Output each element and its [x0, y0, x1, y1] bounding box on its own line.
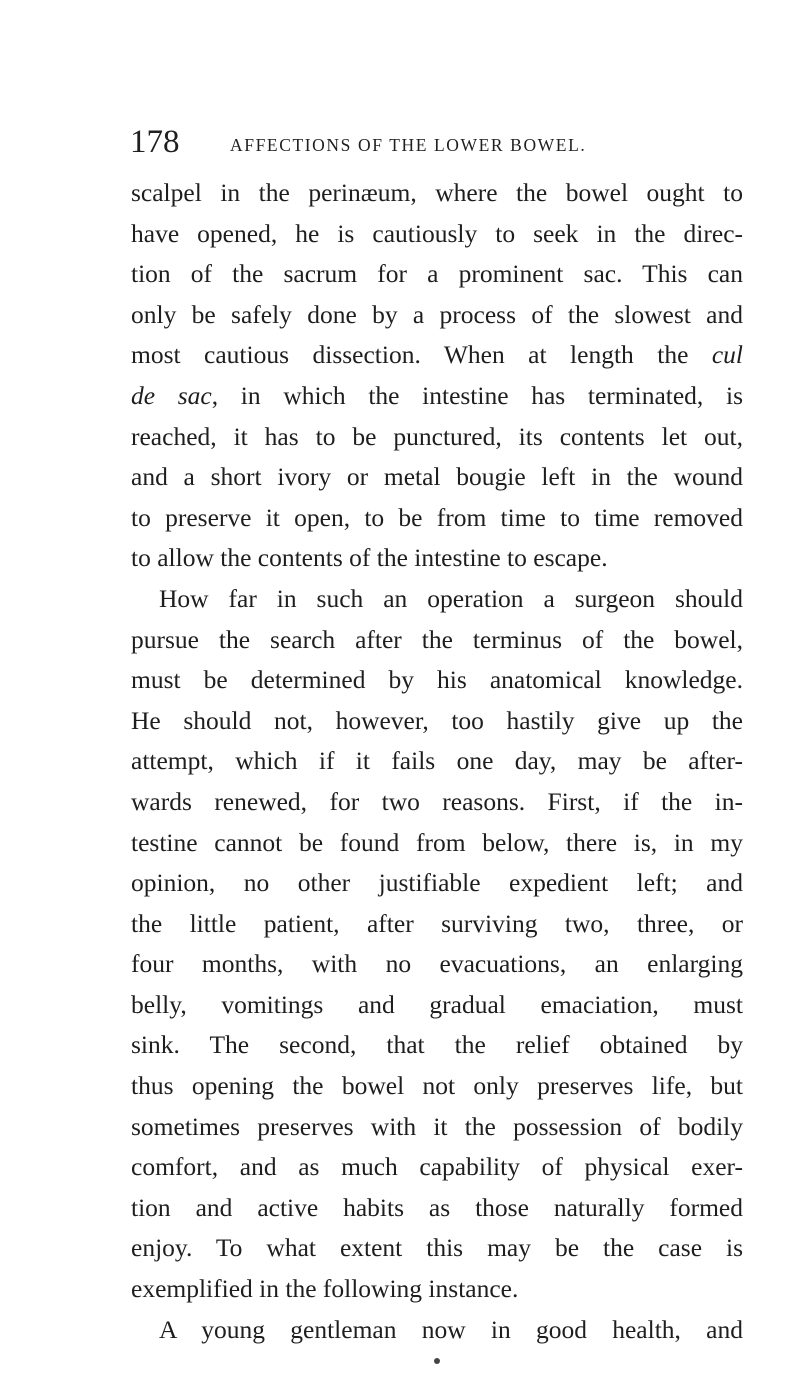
- running-head-title: AFFECTIONS OF THE LOWER BOWEL.: [230, 135, 587, 155]
- text-line: comfort, and as much capability of physical exer-: [131, 1152, 743, 1182]
- text-line: testine cannot be found from below, there is, in my: [131, 827, 743, 857]
- text-line: only be safely done by a process of the slowest and: [131, 299, 743, 329]
- text-line: He should not, however, too hastily give up the: [131, 705, 743, 735]
- italic-term: cul: [711, 340, 743, 370]
- text-line-with-italic: [131, 376, 743, 417]
- text-line: enjoy. To what extent this may be the case is: [131, 1233, 743, 1263]
- text-line: reached, it has to be punctured, its contents let out,: [131, 421, 743, 451]
- text-line: thus opening the bowel not only preserves life, but: [131, 1071, 743, 1101]
- text-line: pursue the search after the terminus of the bowel,: [131, 624, 743, 654]
- text-segment: , in which the intestine has terminated, is: [211, 380, 743, 410]
- body-text: [131, 173, 743, 1350]
- text-line-with-italic: [131, 335, 743, 376]
- running-head: [130, 124, 690, 164]
- text-segment: most cautious dissection. When at length the: [131, 340, 712, 370]
- ink-speck-decoration: [434, 1358, 440, 1364]
- text-line: A young gentleman now in good health, and: [159, 1314, 743, 1344]
- text-line: and a short ivory or metal bougie left in the wound: [131, 462, 743, 492]
- text-line: sometimes preserves with it the possession of bodily: [131, 1111, 743, 1141]
- text-line: scalpel in the perinæum, where the bowel ought to: [131, 178, 743, 207]
- text-line: four months, with no evacuations, an enlarging: [131, 949, 743, 979]
- italic-term: de sac: [131, 380, 212, 410]
- text-line: belly, vomitings and gradual emaciation, must: [131, 989, 743, 1019]
- text-line: attempt, which if it fails one day, may be after-: [131, 746, 743, 776]
- text-line: have opened, he is cautiously to seek in the direc-: [131, 218, 743, 248]
- text-line: exemplified in the following instance.: [131, 1274, 519, 1304]
- text-line: tion and active habits as those naturally formed: [131, 1192, 743, 1222]
- text-line: sink. The second, that the relief obtained by: [131, 1030, 743, 1060]
- page-number: 178: [130, 124, 180, 160]
- text-line: tion of the sacrum for a prominent sac. This can: [131, 259, 743, 289]
- text-line: to preserve it open, to be from time to time removed: [131, 502, 743, 532]
- text-line: to allow the contents of the intestine to escape.: [131, 543, 608, 573]
- text-line: the little patient, after surviving two, three, or: [131, 908, 743, 938]
- text-line: wards renewed, for two reasons. First, if the in-: [131, 786, 743, 816]
- text-line: How far in such an operation a surgeon should: [159, 583, 743, 613]
- text-line: opinion, no other justifiable expedient left; and: [131, 868, 743, 898]
- text-line: must be determined by his anatomical knowledge.: [131, 665, 743, 695]
